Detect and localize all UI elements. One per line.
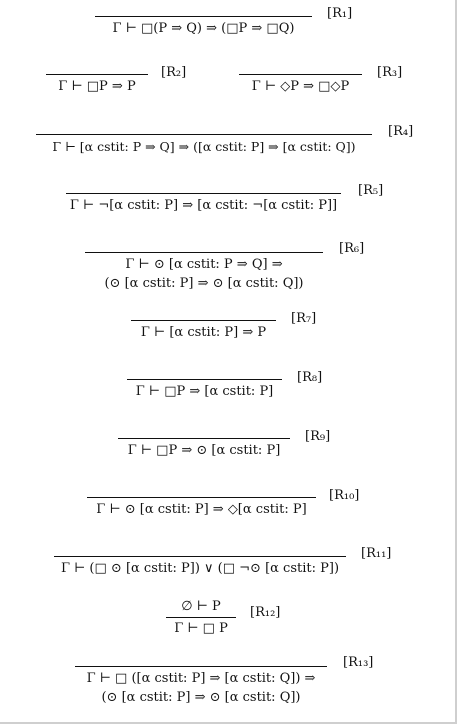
inference-line [66, 193, 341, 194]
rule-label: [R₁₁] [361, 546, 392, 561]
inference-line [54, 556, 346, 557]
rule-label: [R₁] [327, 6, 353, 21]
rule-label: [R₈] [297, 370, 323, 385]
conclusion-line: Γ ⊢ ⊙ [α cstit: P] ⇒ ◇[α cstit: P] [96, 502, 307, 517]
inference-line [118, 438, 290, 439]
conclusion-line: Γ ⊢ □P ⇒ P [58, 79, 136, 94]
inference-line [36, 134, 372, 135]
rule-label: [R₅] [358, 183, 384, 198]
inference-line [166, 617, 236, 618]
conclusion-line-1: Γ ⊢ □ ([α cstit: P] ⇒ [α cstit: Q]) ⇒ [86, 671, 316, 686]
conclusion-line: Γ ⊢ □(P ⇒ Q) ⇒ (□P ⇒ □Q) [112, 21, 295, 36]
rule-label: [R₁₀] [329, 488, 360, 503]
rule-label: [R₄] [388, 124, 414, 139]
conclusion-line: Γ ⊢ □ P [174, 621, 228, 636]
premise-line: ∅ ⊢ P [181, 599, 221, 614]
conclusion-line-2: (⊙ [α cstit: P] ⇒ ⊙ [α cstit: Q]) [104, 276, 304, 291]
conclusion-line: Γ ⊢ [α cstit: P] ⇒ P [140, 325, 267, 340]
rule-label: [R₁₃] [343, 655, 374, 670]
conclusion-line-1: Γ ⊢ ⊙ [α cstit: P ⇒ Q] ⇒ [125, 257, 283, 272]
conclusion-line: Γ ⊢ □P ⇒ [α cstit: P] [135, 384, 274, 399]
inference-line [127, 379, 282, 380]
rule-label: [R₁₂] [250, 605, 281, 620]
rule-label: [R₃] [377, 65, 403, 80]
rule-label: [R₉] [305, 429, 331, 444]
inference-line [87, 497, 316, 498]
rule-label: [R₆] [339, 241, 365, 256]
inference-line [75, 666, 327, 667]
conclusion-line: Γ ⊢ (□ ⊙ [α cstit: P]) ∨ (□ ¬⊙ [α cstit: P]) [60, 561, 340, 576]
conclusion-line: Γ ⊢ ◇P ⇒ □◇P [251, 79, 350, 94]
inference-line [239, 74, 362, 75]
conclusion-line: Γ ⊢ [α cstit: P ⇒ Q] ⇒ ([α cstit: P] ⇒ [α cstit: Q]) [52, 139, 356, 154]
inference-line [85, 252, 323, 253]
inference-line [131, 320, 276, 321]
inference-line [46, 74, 148, 75]
conclusion-line: Γ ⊢ ¬[α cstit: P] ⇒ [α cstit: ¬[α cstit: P]] [69, 198, 338, 213]
rule-label: [R₂] [161, 65, 187, 80]
inference-line [95, 16, 312, 17]
rule-label: [R₇] [291, 311, 317, 326]
conclusion-line-2: (⊙ [α cstit: P] ⇒ ⊙ [α cstit: Q]) [101, 690, 301, 705]
conclusion-line: Γ ⊢ □P ⇒ ⊙ [α cstit: P] [127, 443, 281, 458]
